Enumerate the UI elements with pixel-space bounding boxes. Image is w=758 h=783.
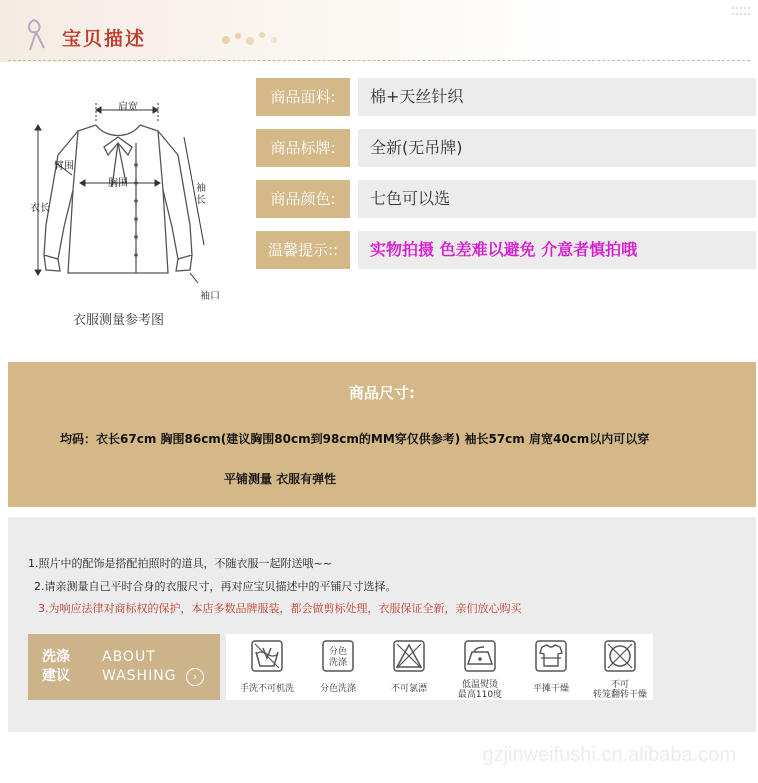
label-arm: 臂围 [54, 161, 74, 172]
note-item: 1.照片中的配饰是搭配拍照时的道具，不随衣服一起附送哦~~ [28, 557, 332, 570]
care-item [305, 634, 371, 700]
attribute-key: 商品标牌: [256, 129, 350, 167]
badge-label: WASHING [102, 668, 177, 684]
care-caption: 转笼翻转干燥 [592, 690, 647, 700]
care-caption: 手洗不可机洗 [239, 684, 294, 694]
care-caption: 平摊干燥 [532, 684, 569, 694]
separate-wash-text: 洗涤 [328, 658, 348, 668]
care-item [518, 634, 584, 700]
care-item [587, 634, 653, 700]
washing-guide [28, 634, 653, 700]
note-item: 2.请亲测量自己平时合身的衣服尺寸，再对应宝贝描述中的平铺尺寸选择。 [34, 580, 397, 593]
attribute-value: 实物拍摄 色差难以避免 介意者慎拍哦 [358, 231, 756, 269]
hand-wash-icon [249, 638, 285, 674]
flat-dry-icon [533, 638, 569, 674]
care-item [234, 634, 300, 700]
attribute-key: 商品面料: [256, 78, 350, 116]
care-caption: 不可氯漂 [390, 684, 427, 694]
care-caption: 不可 [610, 680, 629, 690]
care-caption: 最高110度 [457, 690, 503, 700]
attribute-key: 温馨提示:: [256, 231, 350, 269]
low-iron-icon [462, 638, 498, 674]
size-section [8, 362, 756, 507]
chevron-right-icon[interactable]: › [186, 668, 204, 686]
decorative-dots-icon [220, 28, 290, 48]
attribute-value: 全新(无吊牌) [358, 129, 756, 167]
care-item [376, 634, 442, 700]
size-details: 均码：衣长67cm 胸围86cm(建议胸围80cm到98cm的MM穿仅供参考) 袖长57cm 肩宽40cm以内可以穿 [60, 432, 650, 446]
care-item [447, 634, 513, 700]
ribbon-icon [22, 18, 52, 52]
badge-label: 洗涤 [42, 649, 70, 665]
watermark: gzjinweifushi.cn.alibaba.com [482, 744, 736, 766]
corner-ornament-icon [732, 6, 750, 18]
divider [8, 60, 750, 61]
label-shoulder: 肩宽 [118, 102, 138, 113]
size-note: 平铺测量 衣服有弹性 [224, 472, 337, 486]
diagram-caption: 衣服测量参考图 [73, 313, 165, 328]
label-sleeve: 袖长 [196, 183, 206, 206]
label-length: 衣长 [30, 203, 50, 214]
size-heading: 商品尺寸: [349, 384, 415, 402]
separate-wash-text: 分色 [328, 647, 348, 657]
no-tumble-dry-icon [602, 638, 638, 674]
label-cuff: 袖口 [200, 291, 220, 302]
separate-wash-icon [320, 638, 356, 674]
measurement-diagram [18, 95, 238, 335]
badge-label: 建议 [42, 668, 70, 684]
attribute-value: 棉+天丝针织 [358, 78, 756, 116]
care-caption: 分色洗涤 [319, 684, 356, 694]
label-chest: 胸围 [108, 178, 128, 189]
no-bleach-icon [391, 638, 427, 674]
attribute-key: 商品颜色: [256, 180, 350, 218]
note-item: 3.为响应法律对商标权的保护，本店多数品牌服装，都会做剪标处理，衣服保证全新，亲们放心购买 [38, 602, 522, 615]
care-icons [226, 634, 653, 700]
attribute-value: 七色可以选 [358, 180, 756, 218]
section-header [0, 0, 758, 62]
badge-label: ABOUT [102, 649, 156, 665]
page-title: 宝贝描述 [62, 28, 147, 50]
care-caption: 低温熨烫 [461, 680, 498, 690]
washing-badge[interactable] [28, 634, 220, 700]
